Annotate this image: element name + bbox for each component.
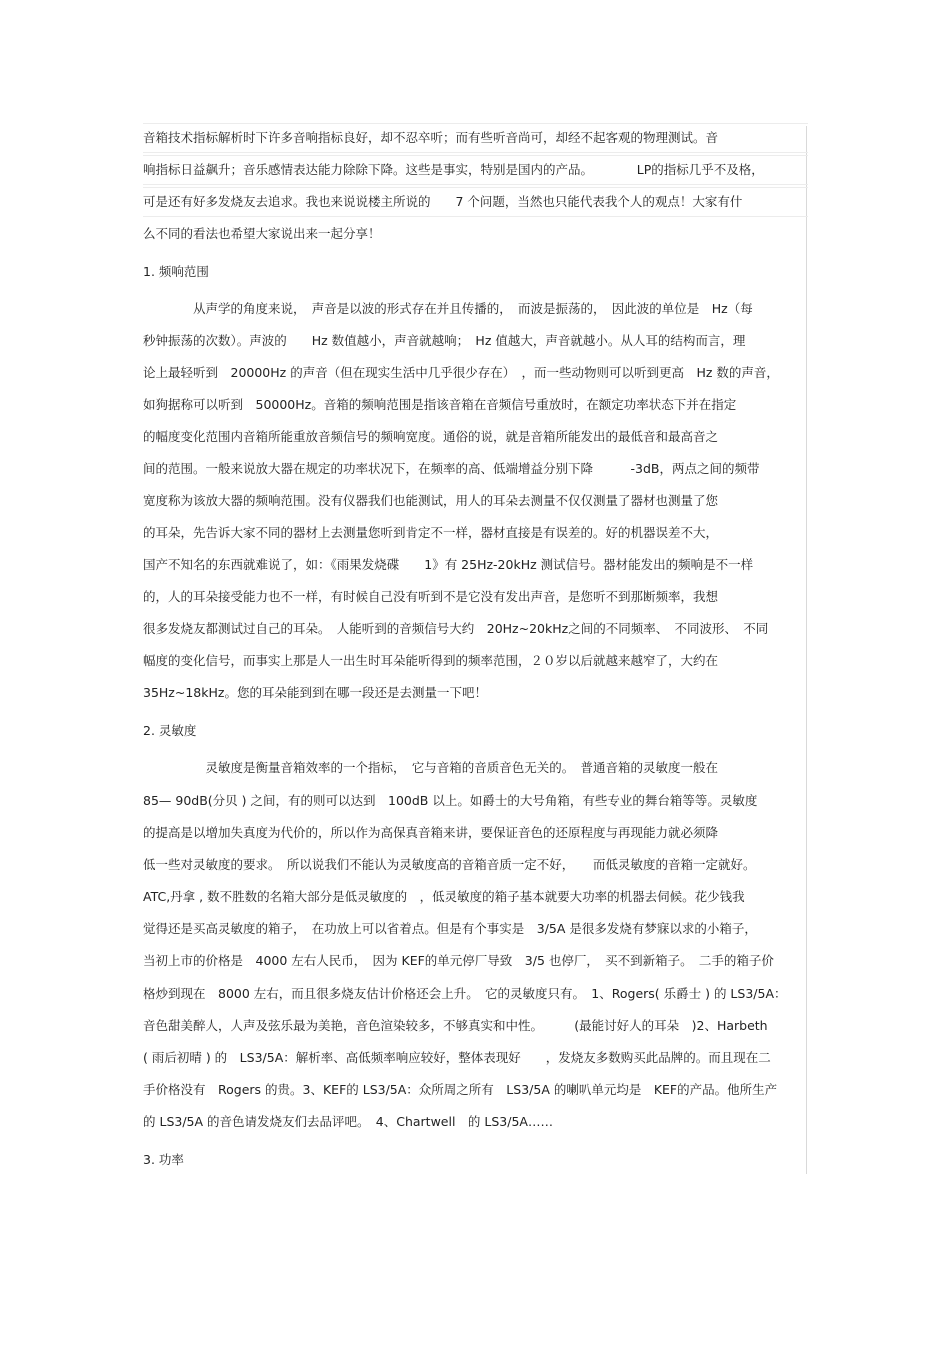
text-line: 音色甜美醉人，人声及弦乐最为美艳，音色渲染较多，不够真实和中性。 (最能讨好人的耳朵 )2、Harbeth xyxy=(143,1018,768,1033)
text-line: ATC,丹拿 , 数不胜数的名箱大部分是低灵敏度的 ，低灵敏度的箱子基本就要大功率的机器去伺候。花少钱我 xyxy=(143,889,745,904)
text-line: 35Hz~18kHz。您的耳朵能到到在哪一段还是去测量一下吧！ xyxy=(143,685,487,700)
text-line: 宽度称为该放大器的频响范围。没有仪器我们也能测试，用人的耳朵去测量不仅仅测量了器材也测量了您 xyxy=(143,493,719,508)
text-line: 的，人的耳朵接受能力也不一样，有时候自己没有听到不是它没有发出声音，是您听不到那断频率，我想 xyxy=(143,589,719,604)
section-heading: 3. 功率 xyxy=(143,1152,184,1167)
section-heading: 1. 频响范围 xyxy=(143,264,209,279)
text-line: 的幅度变化范围内音箱所能重放音频信号的频响宽度。通俗的说，就是音箱所能发出的最低音和最高音之 xyxy=(143,429,719,444)
text-line: 音箱技术指标解析时下许多音响指标良好，却不忍卒听；而有些听音尚可，却经不起客观的物理测试。音 xyxy=(143,123,808,153)
text-line: 格炒到现在 8000 左右，而且很多烧友估计价格还会上升。 它的灵敏度只有。 1、Rogers( 乐爵士 ) 的 LS3/5A： xyxy=(143,986,787,1001)
text-line: 低一些对灵敏度的要求。 所以说我们不能认为灵敏度高的音箱音质一定不好， 而低灵敏度的音箱一定就好。 xyxy=(143,857,756,872)
text-line: 秒钟振荡的次数）。声波的 Hz 数值越小，声音就越响； Hz 值越大，声音就越小。从人耳的结构而言，理 xyxy=(143,333,746,348)
text-line: 的耳朵，先告诉大家不同的器材上去测量您听到肯定不一样，器材直接是有误差的。好的机器误差不大， xyxy=(143,525,719,540)
text-line: 如狗据称可以听到 50000Hz。音箱的频响范围是指该音箱在音频信号重放时，在额定功率状态下并在指定 xyxy=(143,397,737,412)
text-line: 觉得还是买高灵敏度的箱子， 在功放上可以省着点。但是有个事实是 3/5A 是很多发烧有梦寐以求的小箱子， xyxy=(143,921,757,936)
text-line: 当初上市的价格是 4000 左右人民币， 因为 KEF的单元停厂导致 3/5 也停厂， 买不到新箱子。 二手的箱子价 xyxy=(143,953,774,968)
text-line: 间的范围。一般来说放大器在规定的功率状况下，在频率的高、低端增益分别下降 -3dB，两点之间的频带 xyxy=(143,461,760,476)
text-line: 手价格没有 Rogers 的贵。3、KEF的 LS3/5A：众所周之所有 LS3/5A 的喇叭单元均是 KEF的产品。他所生产 xyxy=(143,1082,778,1097)
text-line: 从声学的角度来说， 声音是以波的形式存在并且传播的， 而波是振荡的， 因此波的单位是 Hz（每 xyxy=(143,301,753,316)
text-line: ( 雨后初晴 ) 的 LS3/5A：解析率、高低频率响应较好，整体表现好 ，发烧友多数购买此品牌的。而且现在二 xyxy=(143,1050,771,1065)
text-line: 响指标日益飙升；音乐感情表达能力除除下降。这些是事实，特别是国内的产品。 LP的指标几乎不及格， xyxy=(143,155,808,185)
text-line: 国产不知名的东西就难说了，如：《雨果发烧碟 1》有 25Hz-20kHz 测试信号。器材能发出的频响是不一样 xyxy=(143,557,754,572)
text-line: 灵敏度是衡量音箱效率的一个指标， 它与音箱的音质音色无关的。 普通音箱的灵敏度一般在 xyxy=(143,760,719,775)
section-heading: 2. 灵敏度 xyxy=(143,723,197,738)
text-line: 论上最轻听到 20000Hz 的声音（但在现实生活中几乎很少存在） ，而一些动物则可以听到更高 Hz 数的声音， xyxy=(143,365,779,380)
text-line: 85— 90dB(分贝 ) 之间，有的则可以达到 100dB 以上。如爵士的大号角箱，有些专业的舞台箱等等。灵敏度 xyxy=(143,793,758,808)
text-line: 很多发烧友都测试过自己的耳朵。 人能听到的音频信号大约 20Hz~20kHz之间的不同频率、 不同波形、 不同 xyxy=(143,621,769,636)
right-margin-rule xyxy=(806,126,807,1174)
text-line: 可是还有好多发烧友去追求。我也来说说楼主所说的 7 个问题，当然也只能代表我个人的观点！大家有什 xyxy=(143,187,808,217)
text-line: 的 LS3/5A 的音色请发烧友们去品评吧。 4、Chartwell 的 LS3/5A…… xyxy=(143,1114,553,1129)
text-line: 幅度的变化信号，而事实上那是人一出生时耳朵能听得到的频率范围，２０岁以后就越来越窄了，大约在 xyxy=(143,653,719,668)
text-line: 么不同的看法也希望大家说出来一起分享！ xyxy=(143,226,381,241)
text-line: 的提高是以增加失真度为代价的，所以作为高保真音箱来讲，要保证音色的还原程度与再现能力就必须降 xyxy=(143,825,719,840)
